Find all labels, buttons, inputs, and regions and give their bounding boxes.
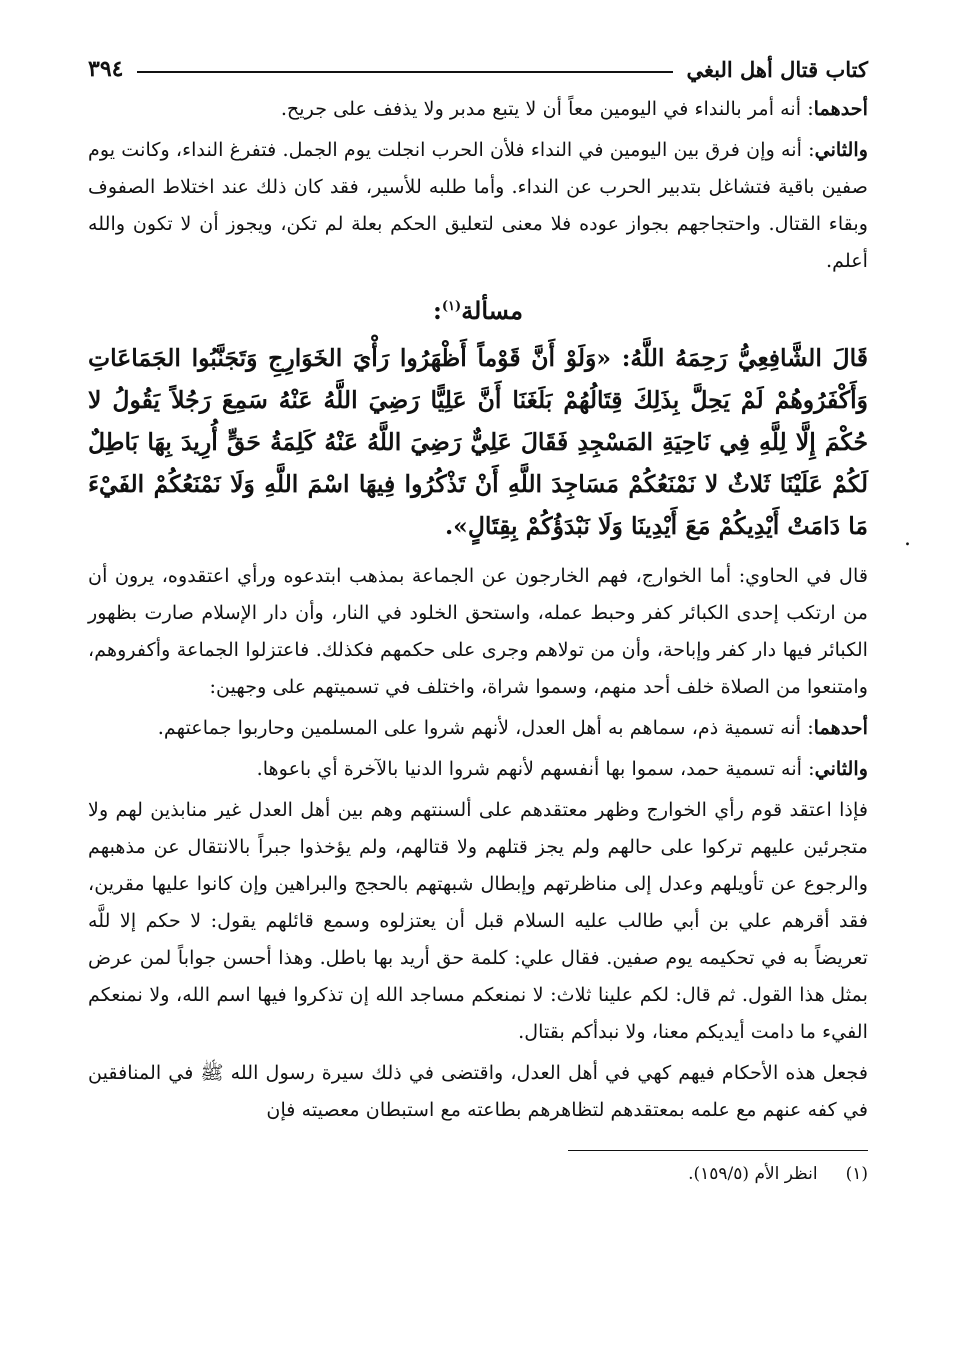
paragraph-text: فجعل هذه الأحكام فيهم كهي في أهل العدل، واقتضى في ذلك سيرة رسول الله ﷺ في المنافقين في كفه عنهم مع علمه بمعتقدهم لتظاهرهم بطاعته مع استبطان معصيته فإن bbox=[88, 1061, 868, 1121]
paragraph-text: فإذا اعتقد قوم رأي الخوارج وظهر معتقدهم على ألسنتهم وهم بين أهل العدل غير منابذين لهم ولا متجرئين عليهم تركوا على حالهم ولم يجز قتلهم ولا قتالهم، ولم يؤخذوا جبراً بالانتقال عن مذهبهم والرجوع عن تأويلهم وعدل إلى مناظرتهم وإبطال شبهتهم بالحجج والبراهين وإن كانوا عليها مقرين، فقد أقرهم علي بن أبي طالب عليه السلام قبل أن يعتزلوه وسمع قائلهم يقول: لا حكم إلا للَّه تعريضاً به في تحكيمه يوم صفين. فقال علي: كلمة حق أريد بها باطل. وهذا أحسن جواباً لمن عرض بمثل هذا القول. ثم قال: لكم علينا ثلاث: لا نمنعكم مساجد الله إن تذكروا فيها اسم الله، ولا نمنعكم الفيء ما دامت أيديكم معنا، ولا نبدأكم بقتال. bbox=[88, 798, 869, 1043]
footnote-text: انظر الأم (١٥٩/٥). bbox=[688, 1164, 818, 1184]
paragraph-term: أحدهما bbox=[813, 716, 868, 739]
footnote-rule bbox=[568, 1150, 868, 1151]
section-heading bbox=[88, 285, 868, 333]
paragraph-text: : أنه تسمية حمد، سموا بها أنفسهم لأنهم شروا الدنيا بالآخرة أي باعوها. bbox=[256, 757, 815, 780]
margin-dot: . bbox=[904, 526, 911, 551]
running-header bbox=[88, 52, 868, 86]
paragraph bbox=[88, 750, 868, 787]
footnote-number: (١) bbox=[845, 1164, 868, 1184]
footnote bbox=[88, 1159, 868, 1189]
paragraph bbox=[88, 131, 868, 279]
paragraph-text: : أنه وإن فرق بين اليومين في النداء فلأن الحرب انجلت يوم الجمل. فتفرغ النداء، وكانت يوم صفين باقية فتشاغل بتدبير الحرب عن النداء. وأما طلبه للأسير، فقد كان ذلك عند اختلاط الصفوف وبقاء القتال. واحتجاجهم بجواز عوده فلا معنى لتعليق الحكم بعلة لم تكن، ويجوز أن لا تكون والله أعلم. bbox=[88, 138, 868, 272]
chapter-title: كتاب قتال أهل البغي bbox=[686, 56, 868, 82]
section-heading-text: مسألة bbox=[461, 296, 523, 325]
page-number: ٣٩٤ bbox=[88, 56, 124, 82]
paragraph bbox=[88, 90, 868, 127]
book-page bbox=[88, 52, 868, 1352]
section-heading-colon: : bbox=[433, 296, 442, 325]
paragraph bbox=[88, 1054, 868, 1128]
paragraph-term: والثاني bbox=[814, 757, 868, 780]
main-paragraphs bbox=[88, 557, 868, 1128]
paragraph-text: : أنه أمر بالنداء في اليومين معاً أن لا يتبع مدبر ولا يذفف على جريح. bbox=[280, 97, 814, 120]
header-rule bbox=[137, 71, 672, 73]
paragraph bbox=[88, 557, 868, 705]
footnote-reference[interactable]: (١) bbox=[441, 299, 462, 314]
paragraph-text: : أنه تسمية ذم، سماهم به أهل العدل، لأنهم شروا على المسلمين وحاربوا جماعتهم. bbox=[157, 716, 814, 739]
paragraph bbox=[88, 709, 868, 746]
paragraph-term: والثاني bbox=[814, 138, 868, 161]
paragraph-term: أحدهما bbox=[813, 97, 868, 120]
top-paragraphs bbox=[88, 90, 868, 279]
paragraph-text: قال في الحاوي: أما الخوارج، فهم الخارجون عن الجماعة بمذهب ابتدعوه ورأي اعتقدوه، يرون أن من ارتكب إحدى الكبائر كفر وحبط عمله، واستحق الخلود في النار، وأن دار الإسلام صارت بظهور الكبائر فيها دار كفر وإباحة، وأن من تولاهم وجرى على حكمهم فكذلك. فاعتزلوا الجماعة وأكفروهم، وامتنعوا من الصلاة خلف أحد منهم، وسموا شراة، واختلف في تسميتهم على وجهين: bbox=[88, 564, 868, 698]
paragraph bbox=[88, 791, 868, 1050]
shafii-quote: قَالَ الشَّافِعِيُّ رَحِمَهُ اللَّهُ: «وَلَوْ أَنَّ قَوْماً أَظْهَرُوا رَأْيَ الخَوَارِجِ وَتَجَنَّبُوا الجَمَاعَاتِ وَأَكْفَرُوهُمْ لَمْ يَحِلَّ بِذَلِكَ قِتَالُهُمْ بَلَغَنَا أَنَّ عَلِيًّا رَضِيَ اللَّهُ عَنْهُ سَمِعَ رَجُلاً يَقُولُ لا حُكْمَ إِلَّا لِلَّهِ فِي نَاحِيَةِ المَسْجِدِ فَقَالَ عَلِيٌّ رَضِيَ اللَّهُ عَنْهُ كَلِمَةُ حَقٍّ أُرِيدَ بِهَا بَاطِلٌ لَكُمْ عَلَيْنَا ثَلاثٌ لا نَمْنَعُكُمْ مَسَاجِدَ اللَّهِ أَنْ تَذْكُرُوا فِيهَا اسْمَ اللَّهِ وَلَا نَمْنَعُكُمْ الفَيْءَ مَا دَامَتْ أَيْدِيكُمْ مَعَ أَيْدِينَا وَلَا نَبْدَؤُكُمْ بِقِتَالٍ». bbox=[88, 344, 869, 540]
